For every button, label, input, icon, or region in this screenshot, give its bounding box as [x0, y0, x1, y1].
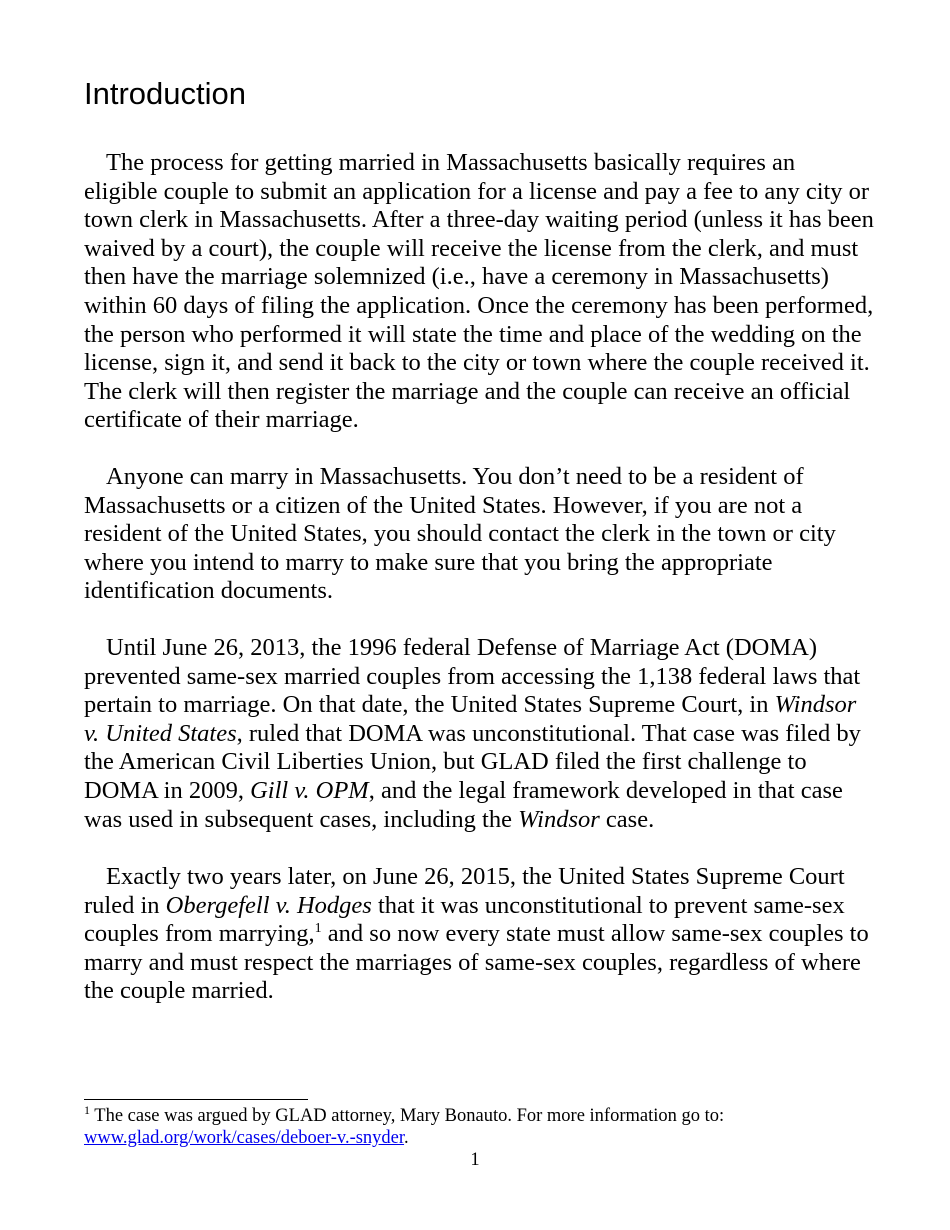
case-windsor: Windsor [518, 805, 600, 833]
doma-text-4: case. [599, 805, 655, 833]
footnote-text: The case was argued by GLAD attorney, Mary Bonauto. For more information go to: [90, 1106, 725, 1126]
obergefell-text-2: that it was unconstitutional to prevent same-sex couples from marrying, [84, 891, 845, 948]
footnote [84, 1102, 874, 1149]
case-gill-v-opm: Gill v. OPM [250, 776, 369, 804]
doma-text-3: , and the legal framework developed in that case was used in subsequent cases, including the [84, 776, 843, 833]
footnote-reference[interactable]: 1 [314, 921, 322, 937]
doma-text-1: Until June 26, 2013, the 1996 federal Defense of Marriage Act (DOMA) prevented same-sex married couples from accessing the 1,138 federal laws that pertain to marriage. On that date, the United States Supreme Court, in [84, 634, 861, 719]
obergefell-text-1: Exactly two years later, on June 26, 2015, the United States Supreme Court ruled in [84, 863, 845, 919]
footnote-divider [84, 1099, 308, 1100]
doma-text-2: , ruled that DOMA was unconstitutional. That case was filed by the American Civil Liberties Union, but GLAD filed the first challenge to DOMA in 2009, [84, 719, 861, 804]
page-title: Introduction [84, 76, 246, 111]
obergefell-text-3: and so now every state must allow same-sex couples to marry and must respect the marriages of same-sex couples, regardless of where the couple married. [84, 920, 869, 1005]
case-windsor-v-united-states: Windsor v. United States [84, 691, 857, 747]
page-number: 1 [470, 1150, 480, 1170]
case-obergefell-v-hodges: Obergefell v. Hodges [165, 891, 372, 919]
paragraph-who-can-marry: Anyone can marry in Massachusetts. You don’t need to be a resident of Massachusetts or a citizen of the United States. However, if you are not a resident of the United States, you should contact the clerk in the town or city where you intend to marry to make sure that you bring the appropriate identification documents. [84, 463, 836, 605]
paragraph-doma-history [84, 634, 874, 834]
footnote-link[interactable]: www.glad.org/work/cases/deboer-v.-snyder [84, 1128, 405, 1148]
footnote-trailing: . [404, 1128, 409, 1148]
footnote-number: 1 [84, 1102, 90, 1117]
paragraph-marriage-process: The process for getting married in Massachusetts basically requires an eligible couple to submit an application for a license and pay a fee to any city or town clerk in Massachusetts. After a three-day waiting period (unless it has been waived by a court), the couple will receive the license from the clerk, and must then have the marriage solemnized (i.e., have a ceremony in Massachusetts) within 60 days of filing the application. Once the ceremony has been performed, the person who performed it will state the time and place of the wedding on the license, sign it, and send it back to the city or town where the couple received it. The clerk will then register the marriage and the couple can receive an official certificate of their marriage. [84, 149, 874, 434]
paragraph-obergefell [84, 863, 874, 1006]
